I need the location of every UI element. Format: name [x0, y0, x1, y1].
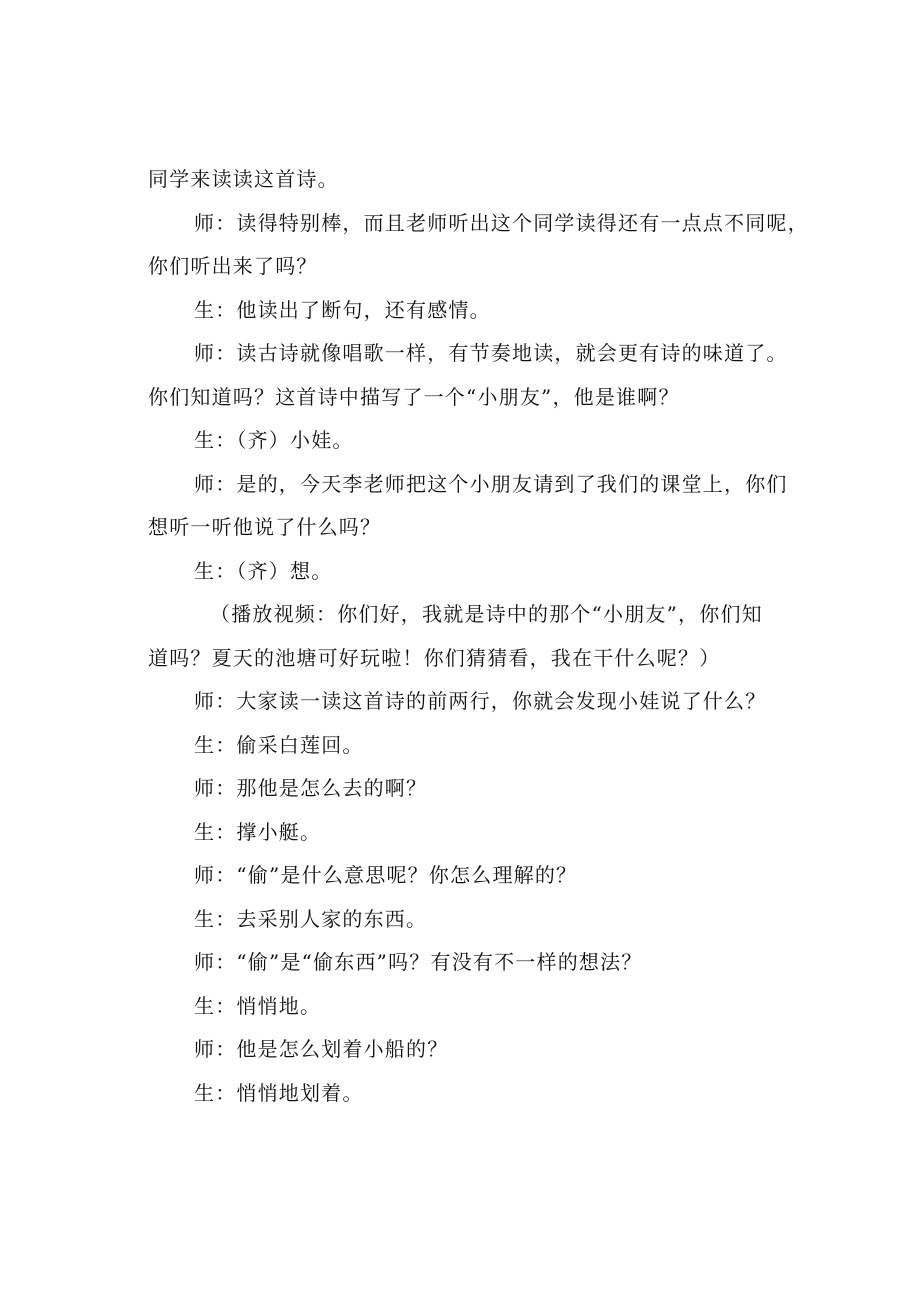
document-page	[148, 0, 808, 1301]
teacher-line-4: 师：大家读一读这首诗的前两行，你就会发现小娃说了什么？	[194, 689, 767, 713]
teacher-line-7: 师：“偷”是“偷东西”吗？有没有不一样的想法？	[194, 950, 643, 974]
student-line-6: 生：去采别人家的东西。	[194, 906, 428, 931]
teacher-line-6: 师：“偷”是什么意思呢？你怎么理解的？	[194, 863, 578, 887]
video-note-line: （播放视频：你们好，我就是诗中的那个“小朋友”，你们知	[210, 602, 763, 626]
text-line-1: 同学来读读这首诗。	[148, 167, 339, 191]
text-line-6: 你们知道吗？这首诗中描写了一个“小朋友”，他是谁啊？	[148, 384, 680, 409]
teacher-line-2: 师：读古诗就像唱歌一样，有节奏地读，就会更有诗的味道了。	[194, 341, 788, 365]
student-line-7: 生：悄悄地。	[194, 993, 322, 1018]
text-line-3: 你们听出来了吗？	[148, 254, 318, 278]
teacher-line-5: 师：那他是怎么去的啊？	[194, 776, 428, 800]
student-line-4: 生：偷采白莲回。	[194, 732, 364, 757]
teacher-line-3: 师：是的，今天李老师把这个小朋友请到了我们的课堂上，你们	[194, 471, 788, 496]
student-line-1: 生：他读出了断句，还有感情。	[194, 297, 491, 322]
teacher-line-1: 师：读得特别棒，而且老师听出这个同学读得还有一点点不同呢，	[194, 210, 809, 235]
student-line-2: 生：（齐）小娃。	[194, 428, 354, 452]
text-line-12: 道吗？夏天的池塘可好玩啦！你们猜猜看，我在干什么呢？）	[148, 645, 721, 670]
text-line-9: 想听一听他说了什么吗？	[148, 515, 382, 539]
teacher-line-8: 师：他是怎么划着小船的？	[194, 1037, 449, 1061]
student-line-5: 生：撑小艇。	[194, 819, 322, 844]
student-line-8: 生：悄悄地划着。	[194, 1080, 364, 1105]
student-line-3: 生：（齐）想。	[194, 558, 333, 583]
